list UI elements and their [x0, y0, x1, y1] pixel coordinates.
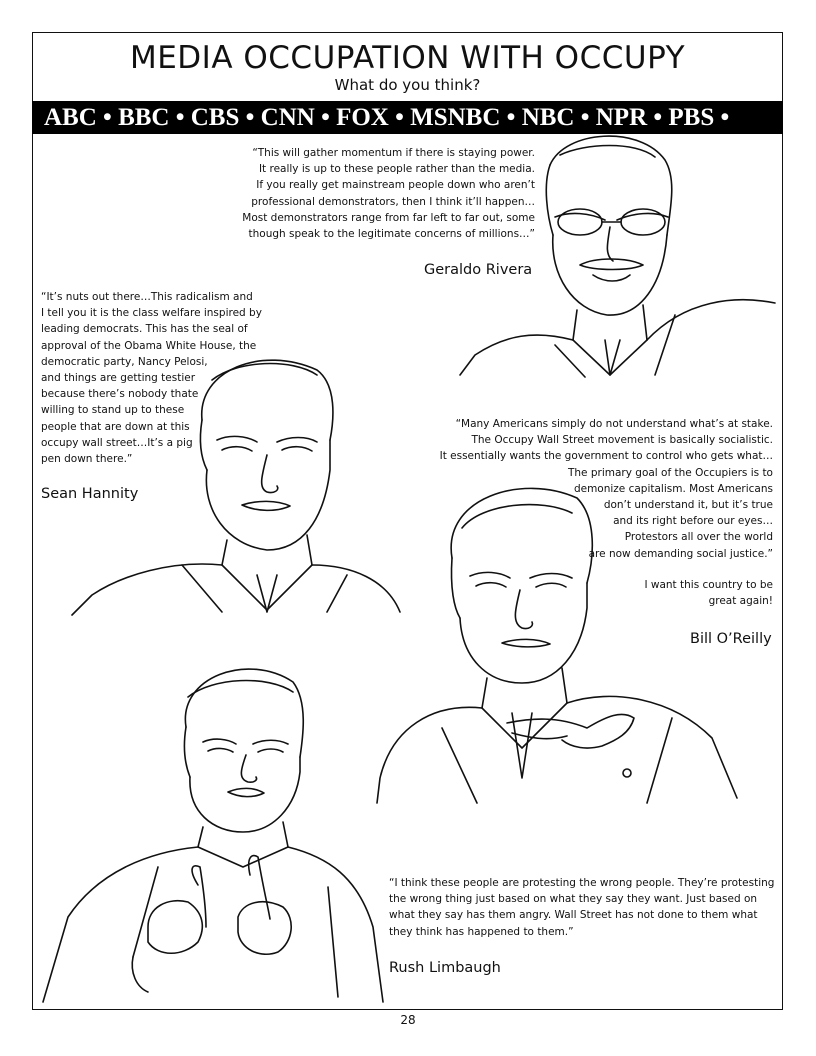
network-bbc: BBC: [118, 104, 170, 131]
name-hannity: Sean Hannity: [41, 486, 139, 502]
page-number: 28: [400, 1013, 416, 1027]
network-separator: •: [103, 104, 112, 131]
portrait-rivera: [455, 125, 780, 380]
network-pbs: PBS: [668, 104, 715, 131]
network-npr: NPR: [595, 104, 648, 131]
network-cnn: CNN: [260, 104, 315, 131]
network-separator: •: [580, 104, 590, 131]
name-oreilly: Bill O’Reilly: [690, 631, 772, 647]
network-separator: •: [395, 104, 404, 131]
quote-oreilly: “Many Americans simply do not understand what’s at stake. The Occupy Wall Street movement is basically socialistic. It essentially wants the government to control who gets what… The primary goal of the Occupiers is to demonize capitalism. Most Americans don’t understand it, but it’s true and its right before our eyes… Protestors all over the world are now demanding social justice.”: [439, 418, 773, 560]
quote-hannity: “It’s nuts out there…This radicalism and I tell you it is the class welfare inspired by leading democrats. This has the seal of approval of the Obama White House, the democratic party, Nancy Pelosi, and things are getting testier because there’s nobody thate willing to stand up to these people that are down at this occupy wall street…It’s a pig pen down there.”: [41, 291, 262, 466]
name-rivera: Geraldo Rivera: [424, 262, 533, 278]
network-separator: •: [653, 104, 663, 131]
portrait-oreilly: [372, 478, 742, 808]
portrait-hannity: [62, 350, 402, 615]
portrait-limbaugh: [38, 657, 388, 1009]
quote-limbaugh: “I think these people are protesting the wrong people. They’re protesting the wrong thing just based on what they say they want. Just based on what they say has them angry. Wall Street has not done to them what they think has happened to them.”: [389, 877, 775, 938]
network-msnbc: MSNBC: [410, 104, 501, 131]
network-separator: •: [720, 104, 730, 131]
page-subtitle: What do you think?: [334, 76, 481, 94]
network-cbs: CBS: [190, 104, 240, 131]
network-fox: FOX: [336, 104, 389, 131]
network-separator: •: [245, 104, 255, 131]
network-abc: ABC: [44, 104, 97, 131]
network-nbc: NBC: [521, 104, 575, 131]
page-title: MEDIA OCCUPATION WITH OCCUPY: [129, 40, 686, 76]
network-separator: •: [175, 104, 185, 131]
quote-oreilly-extra: I want this country to be great again!: [644, 579, 773, 608]
network-separator: •: [321, 104, 330, 131]
name-limbaugh: Rush Limbaugh: [389, 960, 501, 976]
network-separator: •: [506, 104, 516, 131]
quote-rivera: “This will gather momentum if there is staying power. It really is up to these people rather than the media. If you really get mainstream people down who aren’t professional demonstrators, then I think it’ll happen… Most demonstrators range from far left to far out, some though speak to the legitimate concerns of millions…”: [242, 147, 535, 241]
